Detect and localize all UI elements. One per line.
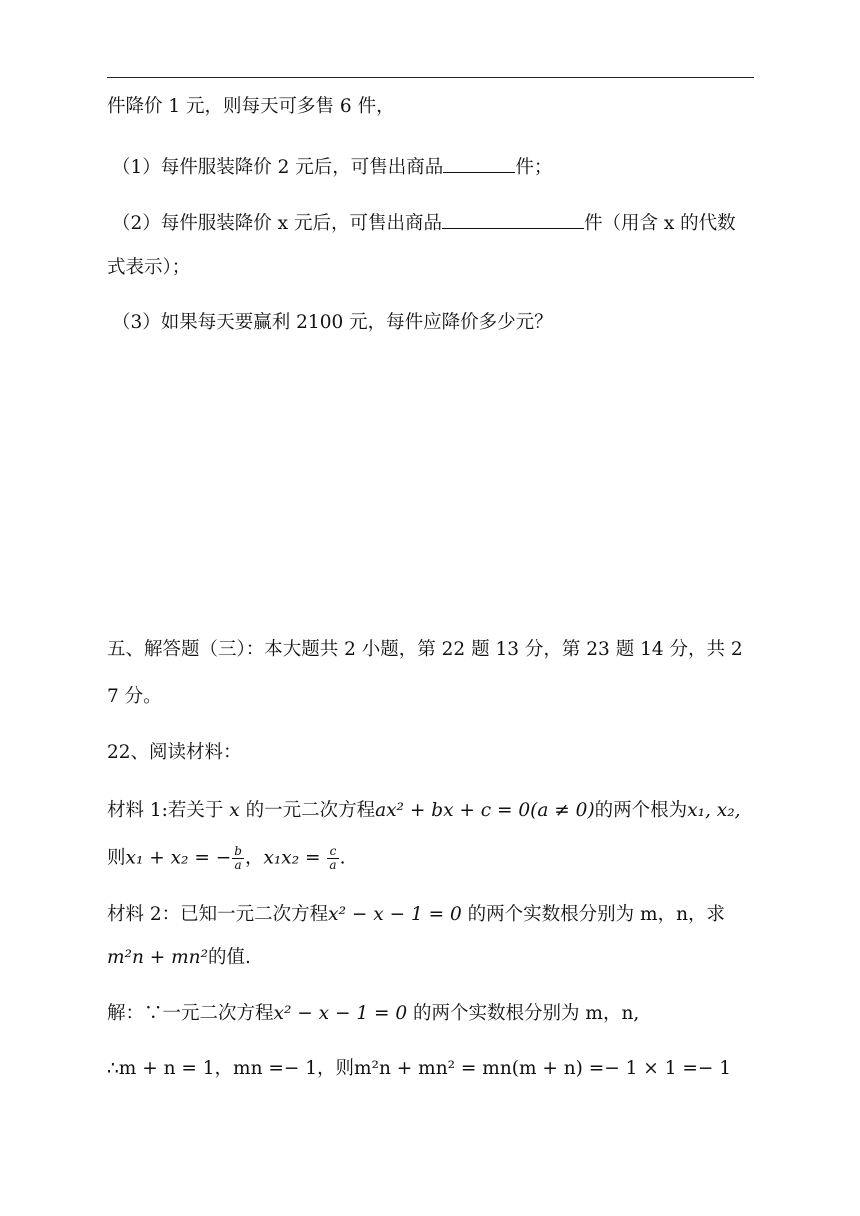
answer-blank-2[interactable] [442,208,584,229]
m1-roots: x₁, x₂, [687,800,741,821]
fraction-c-over-a [327,845,338,872]
q21-part2-suffix: 件（用含 x 的代数 [583,213,736,234]
q21-part1-text: （1）每件服装降价 2 元后，可售出商品 [112,157,444,178]
m1-equation: ax² + bx + c = 0(a ≠ 0) [375,800,595,821]
m1-sep: ， [244,847,264,869]
q21-part1-suffix: 件； [515,157,553,178]
m1-end: . [339,847,346,869]
section5-heading-line2: 7 分。 [107,686,162,707]
q21-continuation-line: 件降价 1 元，则每天可多售 6 件， [107,96,395,117]
fraction-denominator: a [329,858,337,872]
header-rule [107,77,754,78]
m1-var: x [229,800,240,821]
m2-suffix: 的两个实数根分别为 m，n，求 [461,904,726,925]
m1-product: x₁x₂ = [263,847,327,869]
sol-prefix: 解：∵一元二次方程 [107,1003,274,1024]
sol-equation: x² − x − 1 = 0 [273,1003,408,1024]
q21-part2-text: （2）每件服装降价 x 元后，可售出商品 [112,213,442,234]
q21-part2 [112,208,736,236]
m2-expression: m²n + mn² [107,947,209,968]
section5-heading-line1: 五、解答题（三）：本大题共 2 小题，第 22 题 13 分，第 23 题 14 分，共 2 [107,639,743,660]
m2-line2-suffix: 的值. [208,947,251,968]
material2-line1 [107,903,725,927]
solution-line1 [107,1002,639,1026]
fraction-numerator: b [234,844,242,858]
m1-line2-prefix: 则 [107,847,126,869]
m1-suffix: 的两个根为 [594,800,688,821]
fraction-denominator: a [234,858,242,872]
material2-line2 [107,946,251,970]
q22-title: 22、阅读材料： [107,742,242,763]
m1-mid: 的一元二次方程 [239,800,376,821]
m2-equation: x² − x − 1 = 0 [328,904,462,925]
fraction-numerator: c [327,845,338,859]
material1-line2 [107,845,345,872]
m1-prefix: 材料 1:若关于 [107,800,230,821]
q21-part1 [112,152,552,180]
q21-part3: （3）如果每天要赢利 2100 元，每件应降价多少元？ [112,312,553,333]
solution-line2: ∴m + n = 1，mn =− 1，则m²n + mn² = mn(m + n) =− 1 × 1 =− 1 [107,1058,731,1079]
m1-sum: x₁ + x₂ = − [125,847,232,869]
fraction-b-over-a [232,845,244,872]
sol-suffix: 的两个实数根分别为 m，n, [407,1003,640,1024]
material1-line1 [107,799,741,823]
answer-blank-1[interactable] [443,152,515,173]
q21-part2-line2: 式表示）； [107,257,191,278]
m2-prefix: 材料 2：已知一元二次方程 [107,904,329,925]
